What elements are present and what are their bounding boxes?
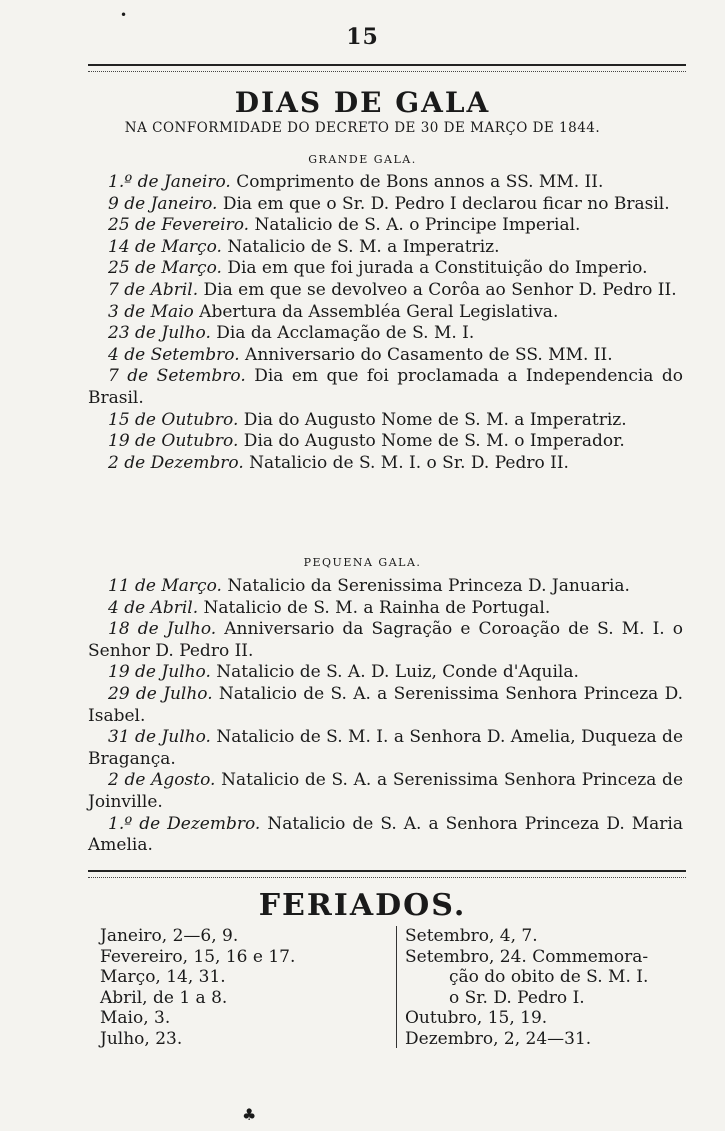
- feriado-line: Fevereiro, 15, 16 e 17.: [100, 946, 296, 967]
- entry-text: Natalicio de S. A. a Serenissima Senhora Princeza de Joinville.: [88, 770, 684, 812]
- entry-date: 2 de Dezembro.: [108, 452, 244, 473]
- feriado-line: Março, 14, 31.: [100, 967, 226, 987]
- entry-text: Natalicio de S. A. a Serenissima Senhora Princeza D. Isabel.: [88, 683, 684, 726]
- feriados-right-column: [396, 926, 695, 1048]
- pequena_gala-entry: [88, 576, 683, 598]
- entry-text: Natalicio de S. M. a Imperatriz.: [221, 236, 500, 257]
- feriado-line: ção do obito de S. M. I.: [449, 967, 649, 987]
- middle-rule: [88, 870, 686, 878]
- ink-speck: ♣: [242, 1105, 257, 1124]
- feriados-left-column: [100, 926, 390, 1049]
- entry-text: Dia do Augusto Nome de S. M. o Imperador.: [238, 431, 625, 452]
- grande_gala-entry: [88, 453, 683, 475]
- pequena_gala-entry: [88, 770, 683, 813]
- pequena_gala-entry: [88, 662, 683, 684]
- entry-date: 7 de Setembro.: [108, 366, 246, 387]
- entry-date: 4 de Setembro.: [108, 344, 240, 365]
- entry-text: Abertura da Assembléa Geral Legislativa.: [193, 301, 559, 322]
- entry-text: Natalicio de S. M. I. a Senhora D. Amelia, Duqueza de Bragança.: [88, 727, 684, 769]
- entry-date: 29 de Julho.: [108, 683, 213, 704]
- feriados-title: FERIADOS.: [258, 888, 467, 923]
- entry-date: 25 de Fevereiro.: [108, 215, 250, 236]
- grande_gala-entry: [88, 366, 683, 409]
- page-title: DIAS DE GALA: [234, 86, 491, 119]
- grande_gala-entry: [88, 410, 683, 432]
- entry-date: 2 de Agosto.: [108, 770, 216, 791]
- feriado-line: Julho, 23.: [100, 1028, 183, 1049]
- grande_gala-entry: [88, 280, 683, 302]
- grande_gala-entry: [88, 258, 683, 280]
- grande_gala-entry: [88, 194, 683, 216]
- grande-gala-heading: GRANDE GALA.: [308, 153, 417, 166]
- feriado-line: Dezembro, 2, 24—31.: [405, 1028, 592, 1049]
- page-subtitle: NA CONFORMIDADE DO DECRETO DE 30 DE MARÇO DE 1844.: [124, 120, 601, 136]
- ink-speck: •: [120, 8, 128, 22]
- entry-text: Natalicio da Serenissima Princeza D. Januaria.: [221, 576, 630, 596]
- pequena_gala-entry: [88, 598, 683, 620]
- entry-date: 19 de Julho.: [108, 662, 211, 683]
- grande_gala-entry: [88, 323, 683, 345]
- entry-text: Natalicio de S. A. D. Luiz, Conde d'Aquila.: [210, 662, 579, 683]
- entry-date: 1.º de Dezembro.: [108, 813, 261, 834]
- pequena_gala-entry: [88, 814, 683, 857]
- entry-date: 3 de Maio: [108, 301, 194, 322]
- pequena_gala-entry: [88, 727, 683, 770]
- pequena_gala-entry: [88, 684, 683, 727]
- entry-date: 7 de Abril.: [108, 279, 199, 300]
- entry-text: Dia do Augusto Nome de S. M. a Imperatriz.: [238, 409, 627, 430]
- grande_gala-entry: [88, 345, 683, 367]
- feriado-line: Janeiro, 2—6, 9.: [100, 926, 239, 946]
- entry-date: 1.º de Janeiro.: [108, 172, 231, 192]
- entry-date: 9 de Janeiro.: [108, 193, 218, 214]
- entry-text: Natalicio de S. M. a Rainha de Portugal.: [198, 597, 551, 618]
- entry-text: Dia em que foi jurada a Constituição do Imperio.: [221, 258, 648, 279]
- entry-date: 15 de Outubro.: [108, 409, 239, 430]
- entry-date: 4 de Abril.: [108, 597, 199, 618]
- pequena-gala-list: [88, 576, 683, 857]
- feriado-line: Maio, 3.: [100, 1008, 171, 1028]
- entry-date: 14 de Março.: [108, 236, 222, 257]
- feriado-line: Setembro, 24. Commemora-: [405, 946, 649, 967]
- entry-text: Natalicio de S. M. I. o Sr. D. Pedro II.: [243, 452, 569, 473]
- entry-date: 31 de Julho.: [108, 727, 211, 748]
- entry-date: 25 de Março.: [108, 258, 222, 279]
- entry-date: 19 de Outubro.: [108, 431, 239, 452]
- entry-date: 11 de Março.: [108, 576, 222, 596]
- grande_gala-entry: [88, 302, 683, 324]
- feriado-line: o Sr. D. Pedro I.: [449, 987, 585, 1008]
- entry-text: Comprimento de Bons annos a SS. MM. II.: [230, 172, 604, 192]
- pequena_gala-entry: [88, 619, 683, 662]
- feriado-line: Setembro, 4, 7.: [405, 926, 538, 946]
- grande_gala-entry: [88, 172, 683, 194]
- entry-text: Natalicio de S. A. o Principe Imperial.: [249, 215, 581, 236]
- entry-date: 23 de Julho.: [108, 323, 211, 344]
- entry-text: Anniversario da Sagração e Coroação de S. M. I. o Senhor D. Pedro II.: [88, 619, 683, 661]
- entry-text: Dia da Acclamação de S. M. I.: [210, 323, 475, 344]
- grande_gala-entry: [88, 237, 683, 259]
- pequena-gala-heading: PEQUENA GALA.: [303, 556, 422, 569]
- entry-text: Dia em que se devolveo a Corôa ao Senhor D. Pedro II.: [198, 279, 677, 300]
- grande_gala-entry: [88, 431, 683, 453]
- feriado-line: Outubro, 15, 19.: [405, 1008, 548, 1028]
- page-number: 15: [346, 24, 379, 50]
- grande-gala-list: [88, 172, 683, 474]
- entry-text: Dia em que o Sr. D. Pedro I declarou ficar no Brasil.: [217, 193, 670, 214]
- feriado-line: Abril, de 1 a 8.: [100, 987, 228, 1008]
- entry-date: 18 de Julho.: [108, 619, 217, 640]
- top-rule: [88, 64, 686, 72]
- grande_gala-entry: [88, 215, 683, 237]
- entry-text: Natalicio de S. A. a Senhora Princeza D. Maria Amelia.: [88, 813, 683, 856]
- entry-text: Anniversario do Casamento de SS. MM. II.: [239, 344, 613, 365]
- entry-text: Dia em que foi proclamada a Independencia do Brasil.: [88, 366, 683, 408]
